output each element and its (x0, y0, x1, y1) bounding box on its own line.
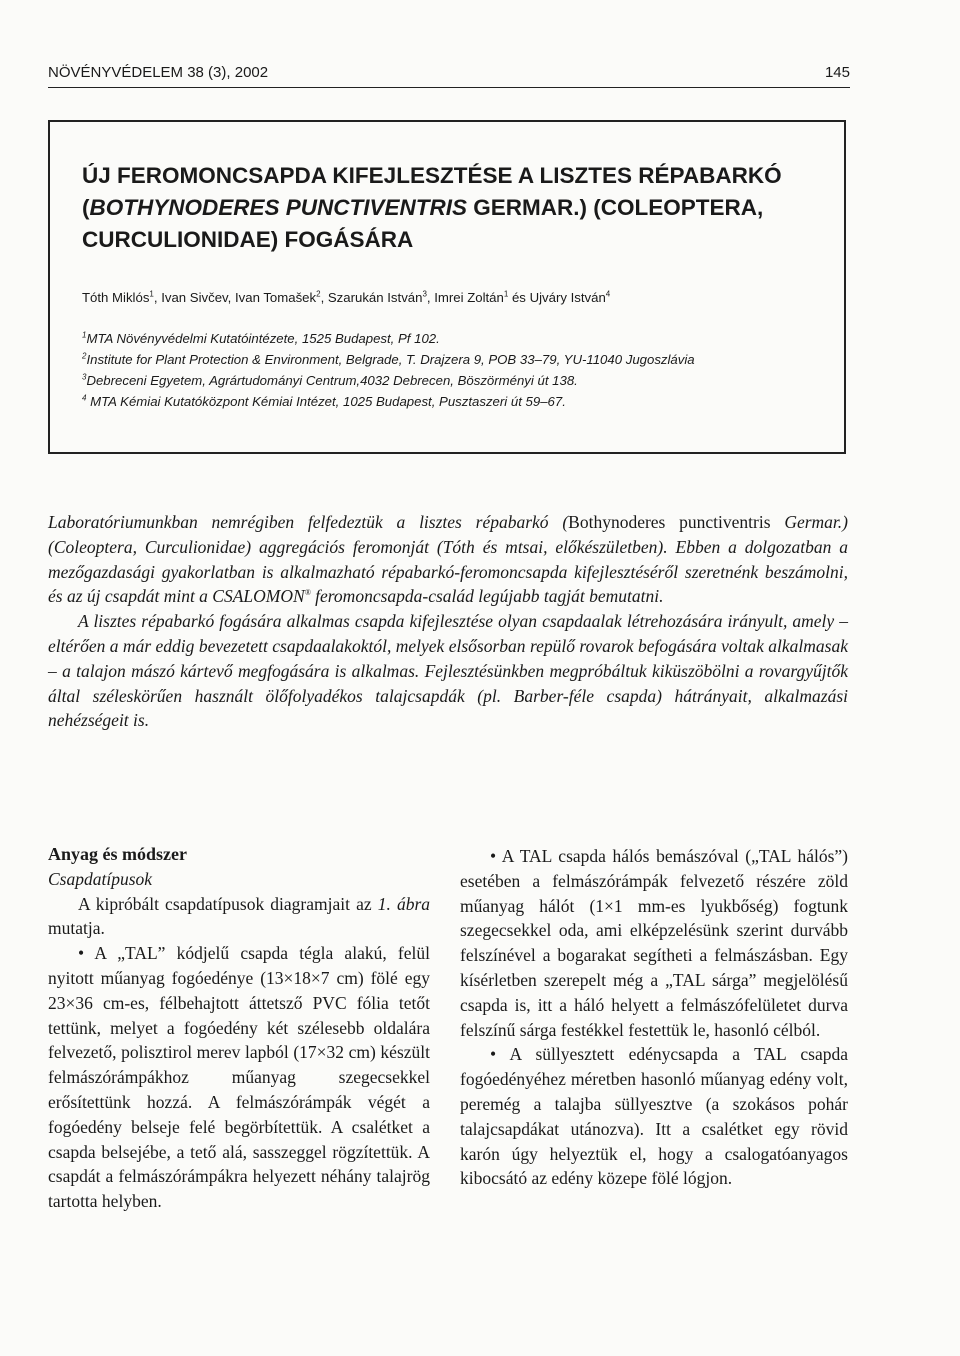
abstract-species: Bothynoderes punctiventris (568, 512, 771, 532)
body-paragraph: • A TAL csapda hálós bemászóval („TAL hálós”) esetében a felmászórámpák felvezető részére zöld műanyag hálót (1×1 mm-es lyukbőség) fogtunk szegecsekkel oda, ami elképzelésünk szerint durvább felszínével a bogarakat segítheti a felmászásban. Egy kísérletben szerepelt még a „TAL sárga” megjelölésű csapda is, itt a háló helyett a felmászófelületet durva felszínű sárga festékkel festettük le, hasonló célból. (460, 846, 848, 1040)
affiliation-line (82, 349, 832, 370)
figure-reference: 1. ábra (377, 893, 431, 914)
author-affil-mark: 1 (149, 289, 154, 299)
body-paragraph: • A „TAL” kódjelű csapda tégla alakú, felül nyitott műanyag fogóedénye (13×18×7 cm) fölé egy 23×36 cm-es, félbehajtott áttetsző PVC fólia tetőt tettünk, melyet a fogóedény két szélesebb oldalára felvezető, polisztirol merev lapból (17×32 cm) készült felmászórámpákhoz műanyag szegecsekkel erősítettünk hozzá. A felmászórámpák végét a fogóedény belseje felé begörbítettük. A csalétket a csapda belsejébe, a tető alá, sasszeggel rögzítettük. A csapdát a felmászórámpákra helyezett néhány talajrög tartotta helyben. (48, 943, 430, 1212)
page-number: 145 (824, 64, 850, 81)
subsection-heading: Csapdatípusok (48, 868, 153, 889)
title-box (48, 120, 846, 454)
author-name: , Szarukán István (320, 290, 423, 305)
author-name: , Ivan Sivčev, Ivan Tomašek (153, 290, 317, 305)
affiliation-text: Institute for Plant Protection & Environment, Belgrade, T. Drajzera 9, POB 33–79, YU-11040 Jugoszlávia (86, 352, 695, 367)
body-paragraph (48, 892, 430, 942)
author-name: , Imrei Zoltán (426, 290, 504, 305)
abstract-paragraph: A lisztes répabarkó fogására alkalmas csapda kifejlesztése olyan csapdaalak létrehozására irányult, amely – eltérően a már eddig bevezetett csapdaalakoktól, melyek elsősorban repülő rovarok befogására voltak alkalmasak – a talajon mászó kártevő megfogására is alkalmas. Fejlesztésünkben megpróbáltuk kiküszöbölni a rovargyűjtők által széleskörűen használt ölőfolyadékos talajcsapdák (pl. Barber-féle csapda) hátrányait, alkalmazási nehézségeit is. (48, 611, 848, 731)
affiliation-mark: 3 (82, 372, 87, 382)
title-part-b: GERMAR.) (COLEOPTERA, CURCULIONIDAE) FOGÁSÁRA (82, 195, 764, 252)
article-title (82, 160, 822, 256)
body-paragraph: • A süllyesztett edénycsapda a TAL csapda fogóedényéhez méretben hasonló műanyag edény volt, peremég a talajba süllyesztve (a szokásos pohár talajcsapdákat utánozva). Itt a csalétket egy rövid karón úgy helyeztük el, hogy a csalogatóanyagos kibocsátó az edény közepe fölé lógjon. (460, 1044, 848, 1189)
title-part-a: ÚJ FEROMONCSAPDA KIFEJLESZTÉSE A LISZTES RÉPABARKÓ ( (82, 163, 782, 220)
running-header (48, 64, 850, 88)
affiliation-mark: 2 (82, 351, 87, 361)
title-species: BOTHYNODERES PUNCTIVENTRIS (89, 195, 468, 220)
affiliation-text: MTA Kémiai Kutatóközpont Kémiai Intézet, 1025 Budapest, Pusztaszeri út 59–67. (86, 394, 566, 409)
affiliation-line (82, 370, 832, 391)
affiliation-line (82, 328, 832, 349)
author-name: és Ujváry István (508, 290, 606, 305)
affiliation-mark: 4 (82, 393, 87, 403)
journal-citation: NÖVÉNYVÉDELEM 38 (3), 2002 (48, 64, 269, 81)
affiliation-list (82, 328, 832, 412)
registered-mark: ® (304, 588, 311, 598)
author-name: Tóth Miklós (82, 290, 150, 305)
affiliation-text: Debreceni Egyetem, Agrártudományi Centrum,4032 Debrecen, Böszörményi út 138. (86, 373, 578, 388)
author-affil-mark: 2 (316, 289, 321, 299)
affiliation-mark: 1 (82, 330, 87, 340)
abstract-text: Laboratóriumunkban nemrégiben felfedeztük a lisztes répabarkó ( (48, 512, 569, 532)
author-affil-mark: 4 (605, 289, 611, 299)
affiliation-text: MTA Növényvédelmi Kutatóintézete, 1525 Budapest, Pf 102. (86, 331, 440, 346)
left-column (48, 842, 430, 1214)
author-list (82, 290, 822, 305)
right-column (460, 844, 848, 1191)
abstract-paragraph (48, 510, 848, 609)
body-text: mutatja. (48, 918, 105, 939)
author-affil-mark: 3 (422, 289, 427, 299)
affiliation-line (82, 391, 832, 412)
author-affil-mark: 1 (503, 289, 509, 299)
abstract-text: feromoncsapda-család legújabb tagját bemutatni. (310, 586, 664, 607)
abstract-text: Germar.) (Coleoptera, Curculionidae) aggregációs feromonját (Tóth és mtsai, előkészületben). Ebben a dolgozatban a mezőgazdasági gyakorlatban is alkalmazható répabarkó-feromoncsapda kifejlesztéséről szeretnénk beszámolni, és az új csapdát mint a CSALOMON (48, 512, 848, 607)
section-heading: Anyag és módszer (48, 844, 187, 864)
abstract (48, 510, 848, 733)
body-text: A kipróbált csapdatípusok diagramjait az (78, 893, 378, 914)
